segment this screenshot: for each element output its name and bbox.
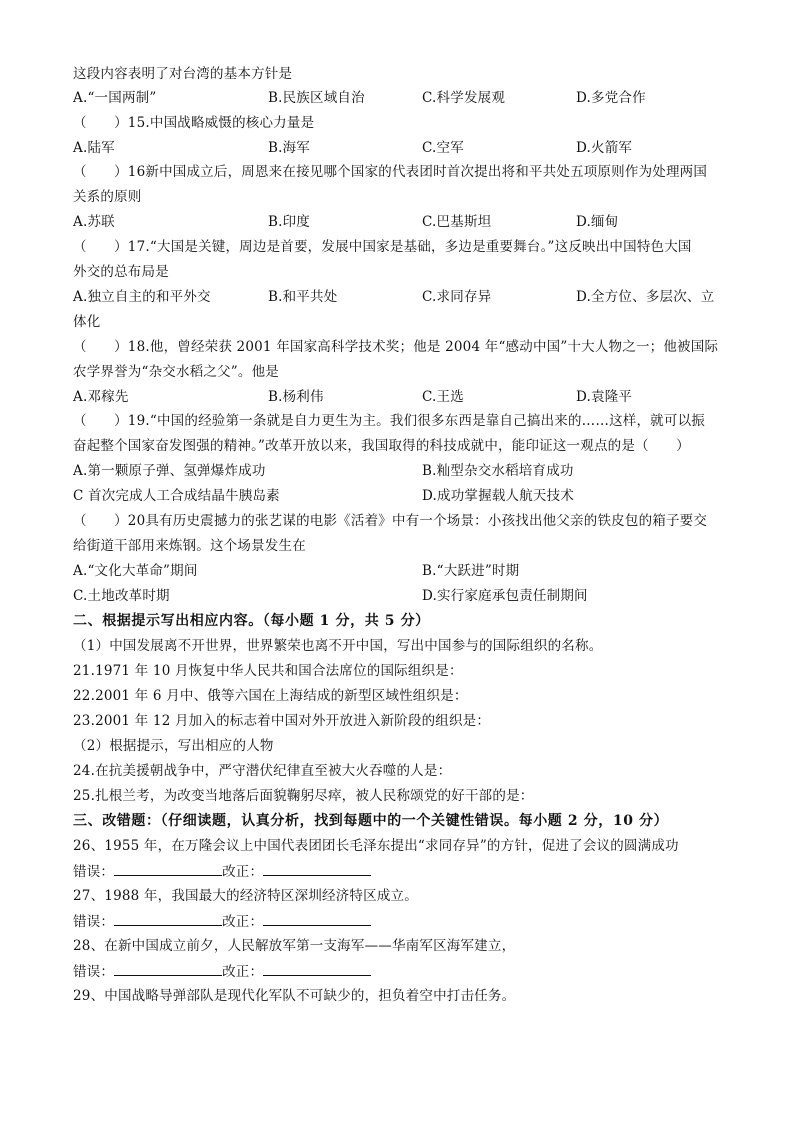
q29-text: 29、中国战略导弹部队是现代化军队不可缺少的，担负着空中打击任务。: [73, 988, 516, 1004]
q19-option-a: A.第一颗原子弹、氢弹爆炸成功: [73, 463, 266, 479]
q20-stem-line2: 给街道干部用来炼钢。这个场景发生在: [73, 538, 306, 554]
correct-label: 改正：: [222, 864, 264, 880]
q23-text: 23.2001 年 12 月加入的标志着中国对外开放进入新阶段的组织是：: [73, 713, 491, 729]
correct-label: 改正：: [222, 914, 264, 930]
q14-option-b: B.民族区域自治: [268, 90, 365, 106]
q18-stem-line2: 农学界誉为“杂交水稻之父”。他是: [73, 364, 280, 380]
q17-option-d: D.全方位、多层次、立: [576, 289, 715, 305]
q17-option-c: C.求同存异: [422, 289, 492, 305]
q20-stem-line1: （ ）20具有历史震撼力的张艺谋的电影《活着》中有一个场景：小孩找出他父亲的铁皮包的箱子要交: [73, 513, 708, 529]
q16-option-b: B.印度: [268, 214, 311, 230]
q20-option-b: B.“大跃进”时期: [422, 563, 520, 579]
q15-option-c: C.空军: [422, 140, 464, 156]
q21-text: 21.1971 年 10 月恢复中华人民共和国合法席位的国际组织是：: [73, 663, 463, 679]
q19-option-b: B.籼型杂交水稻培育成功: [422, 463, 574, 479]
q19-stem-line1: （ ）19.“中国的经验第一条就是自力更生为主。我们很多东西是靠自己搞出来的……这样，就可以振: [73, 413, 705, 429]
q18-option-b: B.杨利伟: [268, 389, 324, 405]
q16-option-a: A.苏联: [73, 214, 115, 230]
question-stem-continuation: 这段内容表明了对台湾的基本方针是: [73, 66, 293, 82]
error-blank[interactable]: [114, 961, 222, 976]
q19-stem-line2: 奋起整个国家奋发图强的精神。”改革开放以来，我国取得的科技成就中，能印证这一观点的是（ ）: [73, 438, 690, 454]
q20-option-d: D.实行家庭承包责任制期间: [422, 588, 588, 604]
q27-answer-line: [73, 911, 734, 932]
section3-title: 三、改错题：（仔细读题，认真分析，找到每题中的一个关键性错误。每小题 2 分，10 分）: [73, 813, 669, 829]
correct-blank[interactable]: [263, 961, 371, 976]
q26-answer-line: [73, 861, 734, 882]
q15-option-d: D.火箭军: [576, 140, 633, 156]
q19-option-d: D.成功掌握载人航天技术: [422, 488, 575, 504]
q28-text: 28、在新中国成立前夕，人民解放军第一支海军——华南军区海军建立，: [73, 938, 516, 954]
q20-option-c: C.土地改革时期: [73, 588, 170, 604]
q17-option-d-continuation: 体化: [73, 314, 101, 330]
q26-text: 26、1955 年，在万隆会议上中国代表团团长毛泽东提出“求同存异”的方针，促进了会议的圆满成功: [73, 838, 679, 854]
q15-option-b: B.海军: [268, 140, 311, 156]
q16-stem-line2: 关系的原则: [73, 189, 142, 205]
q18-stem-line1: （ ）18.他，曾经荣获 2001 年国家高科学技术奖；他是 2004 年“感动中国”十大人物之一；他被国际: [73, 339, 719, 355]
error-blank[interactable]: [114, 911, 222, 926]
q17-stem-line1: （ ）17.“大国是关键，周边是首要，发展中国家是基础，多边是重要舞台。”这反映出中国特色大国: [73, 239, 692, 255]
q18-option-c: C.王选: [422, 389, 464, 405]
q18-option-a: A.邓稼先: [73, 389, 129, 405]
error-label: 错误：: [73, 914, 115, 930]
section2-part1: （1）中国发展离不开世界，世界繁荣也离不开中国，写出中国参与的国际组织的名称。: [73, 638, 603, 654]
q28-answer-line: [73, 961, 734, 982]
q17-option-a: A.独立自主的和平外交: [73, 289, 211, 305]
q14-option-a: A.“一国两制”: [73, 90, 157, 106]
q15-stem: （ ）15.中国战略威慑的核心力量是: [73, 115, 315, 131]
q17-option-b: B.和平共处: [268, 289, 338, 305]
q16-option-c: C.巴基斯坦: [422, 214, 492, 230]
q14-option-c: C.科学发展观: [422, 90, 506, 106]
q16-option-d: D.缅甸: [576, 214, 619, 230]
correct-blank[interactable]: [263, 861, 371, 876]
section2-part2: （2）根据提示，写出相应的人物: [73, 738, 274, 754]
error-label: 错误：: [73, 964, 115, 980]
q18-option-d: D.袁隆平: [576, 389, 633, 405]
q27-text: 27、1988 年，我国最大的经济特区深圳经济特区成立。: [73, 888, 418, 904]
q15-option-a: A.陆军: [73, 140, 115, 156]
correct-label: 改正：: [222, 964, 264, 980]
q17-stem-line2: 外交的总布局是: [73, 264, 169, 280]
error-blank[interactable]: [114, 861, 222, 876]
q24-text: 24.在抗美援朝战争中，严守潜伏纪律直至被大火吞噬的人是：: [73, 763, 452, 779]
q25-text: 25.扎根兰考，为改变当地落后面貌鞠躬尽瘁，被人民称颂党的好干部的是：: [73, 788, 534, 804]
correct-blank[interactable]: [263, 911, 371, 926]
q19-option-c: C 首次完成人工合成结晶牛胰岛素: [73, 488, 280, 504]
q16-stem-line1: （ ）16新中国成立后，周恩来在接见哪个国家的代表团时首次提出将和平共处五项原则作为处理两国: [73, 164, 708, 180]
section2-title: 二、根据提示写出相应内容。（每小题 1 分，共 5 分）: [73, 613, 430, 629]
q14-option-d: D.多党合作: [576, 90, 646, 106]
q20-option-a: A.“文化大革命”期间: [73, 563, 198, 579]
q22-text: 22.2001 年 6 月中、俄等六国在上海结成的新型区域性组织是：: [73, 688, 468, 704]
error-label: 错误：: [73, 864, 115, 880]
